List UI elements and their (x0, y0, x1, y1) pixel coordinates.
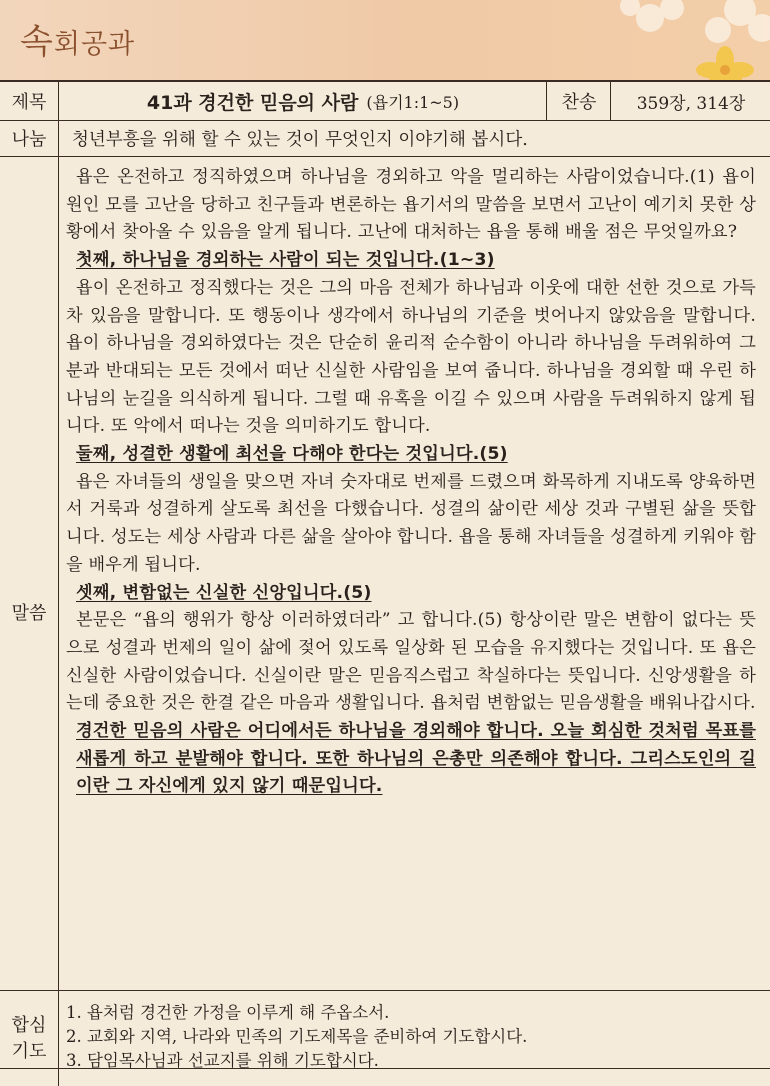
title-label: 제목 (0, 82, 59, 120)
point2-heading: 둘째, 성결한 생활에 최선을 다해야 한다는 것입니다.(5) (76, 444, 508, 465)
brand-rest: 회공과 (53, 29, 136, 60)
lesson-table (0, 80, 770, 1085)
share-label: 나눔 (0, 120, 59, 156)
prayer-list (66, 1001, 756, 1073)
prayer-item: 1. 욥처럼 경건한 가정을 이루게 해 주옵소서. (66, 1003, 390, 1022)
brand-title (20, 14, 135, 63)
word-row (0, 156, 770, 1069)
point3-paragraph: 본문은 “욥의 행위가 항상 이러하였더라” 고 합니다.(5) 항상이란 말은 변함이 없다는 뜻으로 성결과 번제의 일이 삶에 젖어 있도록 일상화 된 모습을 유지했다는 것입니다. 또 욥은 신실한 사람이었습니다. 신실이란 말은 믿음직스럽고 착실하다는 뜻입니다. 신앙생활을 하는데 중요한 것은 한결 같은 마음과 생활입니다. 욥처럼 변함없는 믿음생활을 배워나갑시다. (66, 610, 756, 714)
intro-paragraph: 욥은 온전하고 정직하였으며 하나님을 경외하고 악을 멀리하는 사람이었습니다.(1) 욥이 원인 모를 고난을 당하고 친구들과 변론하는 욥기서의 말씀을 보면서 고난이 예기치 못한 상황에서 찾아올 수 있음을 알게 됩니다. 고난에 대처하는 욥을 통해 배울 점은 무엇일까요? (66, 167, 756, 243)
title-cell (60, 82, 546, 120)
lesson-title: 41과 경건한 믿음의 사람 (146, 91, 359, 114)
share-row (0, 120, 770, 157)
sermon-body (66, 164, 756, 801)
header-band (0, 0, 770, 80)
word-label: 말씀 (0, 156, 59, 1068)
prayer-row (0, 990, 770, 1086)
point1-heading: 첫째, 하나님을 경외하는 사람이 되는 것입니다.(1~3) (76, 250, 495, 271)
prayer-item: 3. 담임목사님과 선교지를 위해 기도합시다. (66, 1051, 379, 1070)
point1-paragraph: 욥이 온전하고 정직했다는 것은 그의 마음 전체가 하나님과 이웃에 대한 선한 것으로 가득 차 있음을 말합니다. 또 행동이나 생각에서 하나님의 기준을 벗어나지 않았음을 말합니다. 욥이 하나님을 경외하였다는 것은 단순히 윤리적 순수함이 아니라 하나님을 두려워하여 그분과 반대되는 모든 것에서 떠난 신실한 사람임을 보여 줍니다. 하나님을 경외할 때 우린 하나님의 눈길을 의식하게 됩니다. 그럴 때 유혹을 이길 수 있으며 사람을 두려워하지 않게 됩니다. 또 악에서 떠나는 것을 의미하기도 합니다. (66, 277, 756, 437)
conclusion-paragraph: 경건한 믿음의 사람은 어디에서든 하나님을 경외해야 합니다. 오늘 회심한 것처럼 목표를 새롭게 하고 분발해야 합니다. 또한 하나님의 은총만 의존해야 합니다. 그리스도인의 길이란 그 자신에게 있지 않기 때문입니다. (76, 721, 756, 797)
hymn-numbers: 359장, 314장 (610, 82, 770, 120)
title-row (0, 82, 770, 121)
point2-paragraph: 욥은 자녀들의 생일을 맞으면 자녀 숫자대로 번제를 드렸으며 화목하게 지내도록 양육하면서 거룩과 성결하게 살도록 최선을 다했습니다. 성결의 삶이란 세상 것과 구별된 삶을 뜻합니다. 성도는 세상 사람과 다른 삶을 살아야 합니다. 욥을 통해 자녀들을 성결하게 키워야 함을 배우게 됩니다. (66, 471, 756, 575)
flower-decoration-icon (590, 0, 770, 80)
scripture-reference: (욥기1:1~5) (366, 92, 460, 112)
hymn-label: 찬송 (546, 82, 611, 120)
prayer-item: 2. 교회와 지역, 나라와 민족의 기도제목을 준비하여 기도합시다. (66, 1027, 528, 1046)
brand-main: 속 (20, 22, 54, 62)
point3-heading: 셋째, 변함없는 신실한 신앙입니다.(5) (76, 582, 372, 603)
prayer-label: 합심 기도 (0, 991, 59, 1086)
share-text: 청년부흥을 위해 할 수 있는 것이 무엇인지 이야기해 봅시다. (72, 129, 528, 150)
